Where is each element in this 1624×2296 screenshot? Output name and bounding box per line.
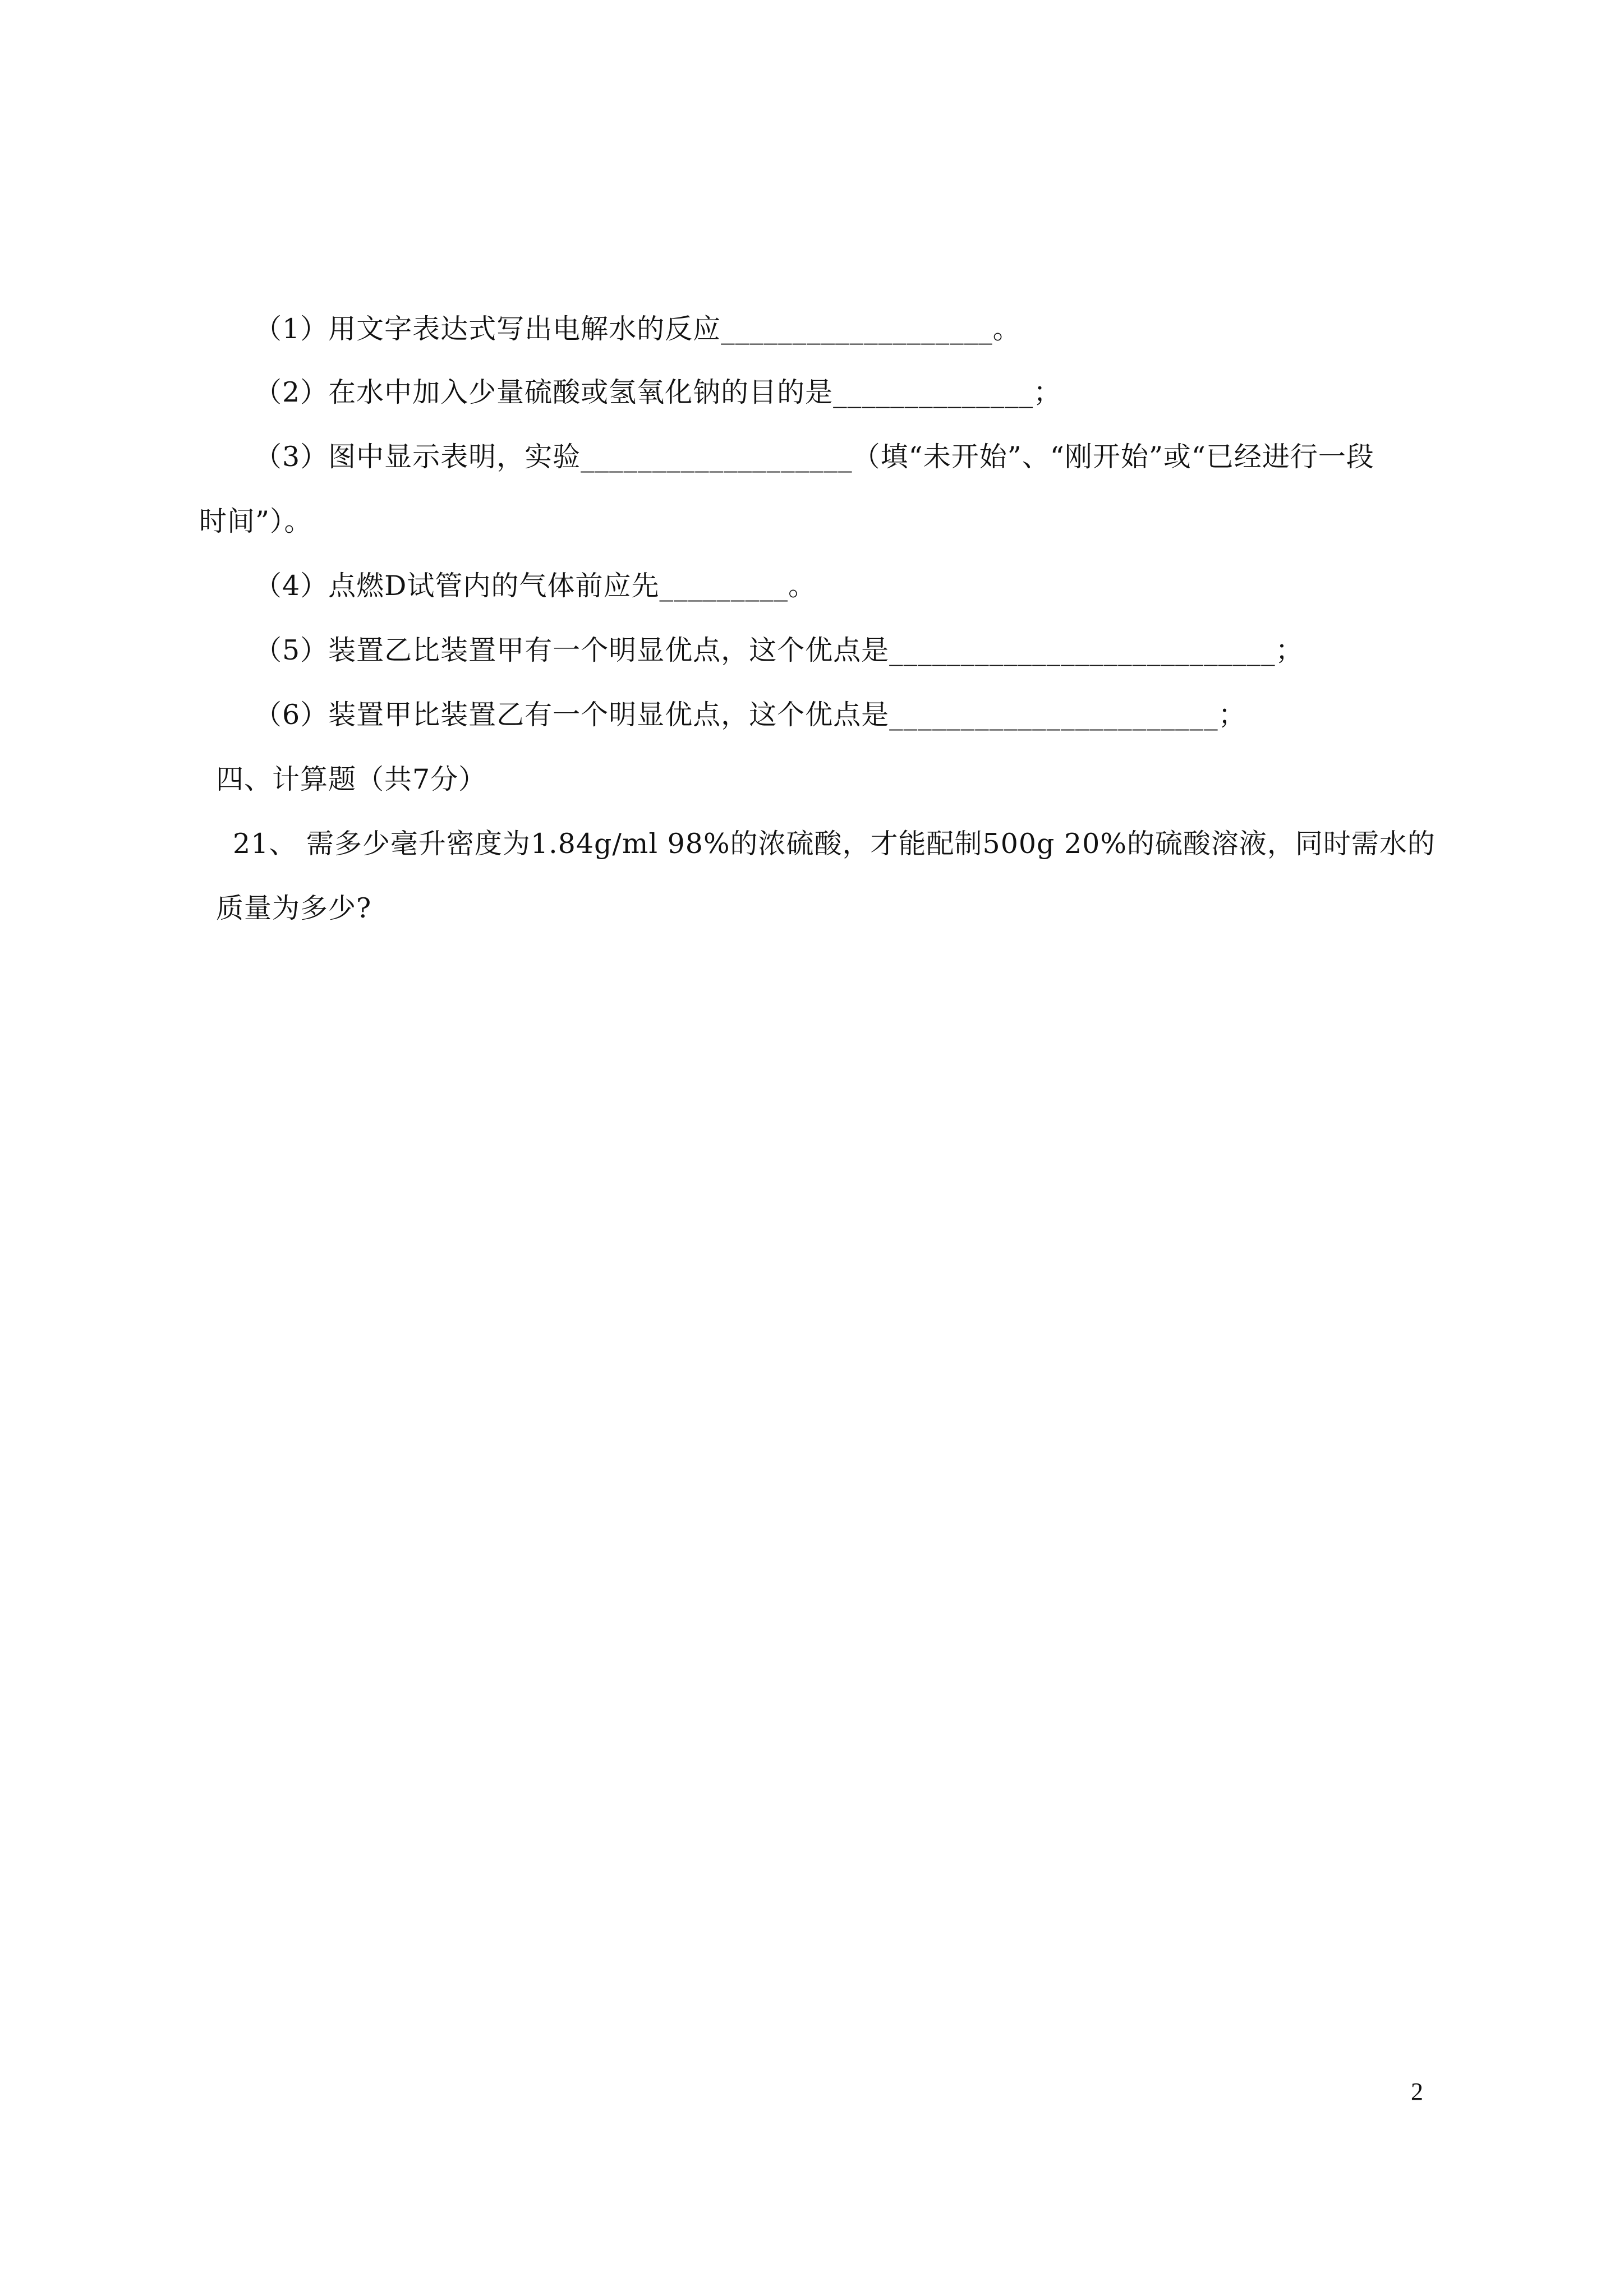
page-number: 2	[1411, 2078, 1423, 2105]
question-21-line-2: 质量为多少?	[216, 892, 372, 924]
question-21-line-1: 21、 需多少毫升密度为1.84g/ml 98%的浓硫酸，才能配制500g 20%的硫酸溶液，同时需水的	[233, 828, 1436, 860]
question-1: （1）用文字表达式写出电解水的反应___________________。	[254, 313, 1021, 345]
question-3-line-1: （3）图中显示表明，实验___________________（填“未开始”、“刚开始”或“已经进行一段	[254, 441, 1374, 473]
question-4: （4）点燃D试管内的气体前应先_________。	[254, 570, 816, 602]
question-2: （2）在水中加入少量硫酸或氢氧化钠的目的是______________；	[254, 376, 1062, 408]
question-6: （6）装置甲比装置乙有一个明显优点，这个优点是_______________________；	[254, 699, 1246, 731]
question-5: （5）装置乙比装置甲有一个明显优点，这个优点是___________________________；	[254, 634, 1304, 666]
question-3-line-2: 时间”）。	[199, 505, 312, 537]
section-4-title: 四、计算题（共7分）	[216, 763, 487, 795]
